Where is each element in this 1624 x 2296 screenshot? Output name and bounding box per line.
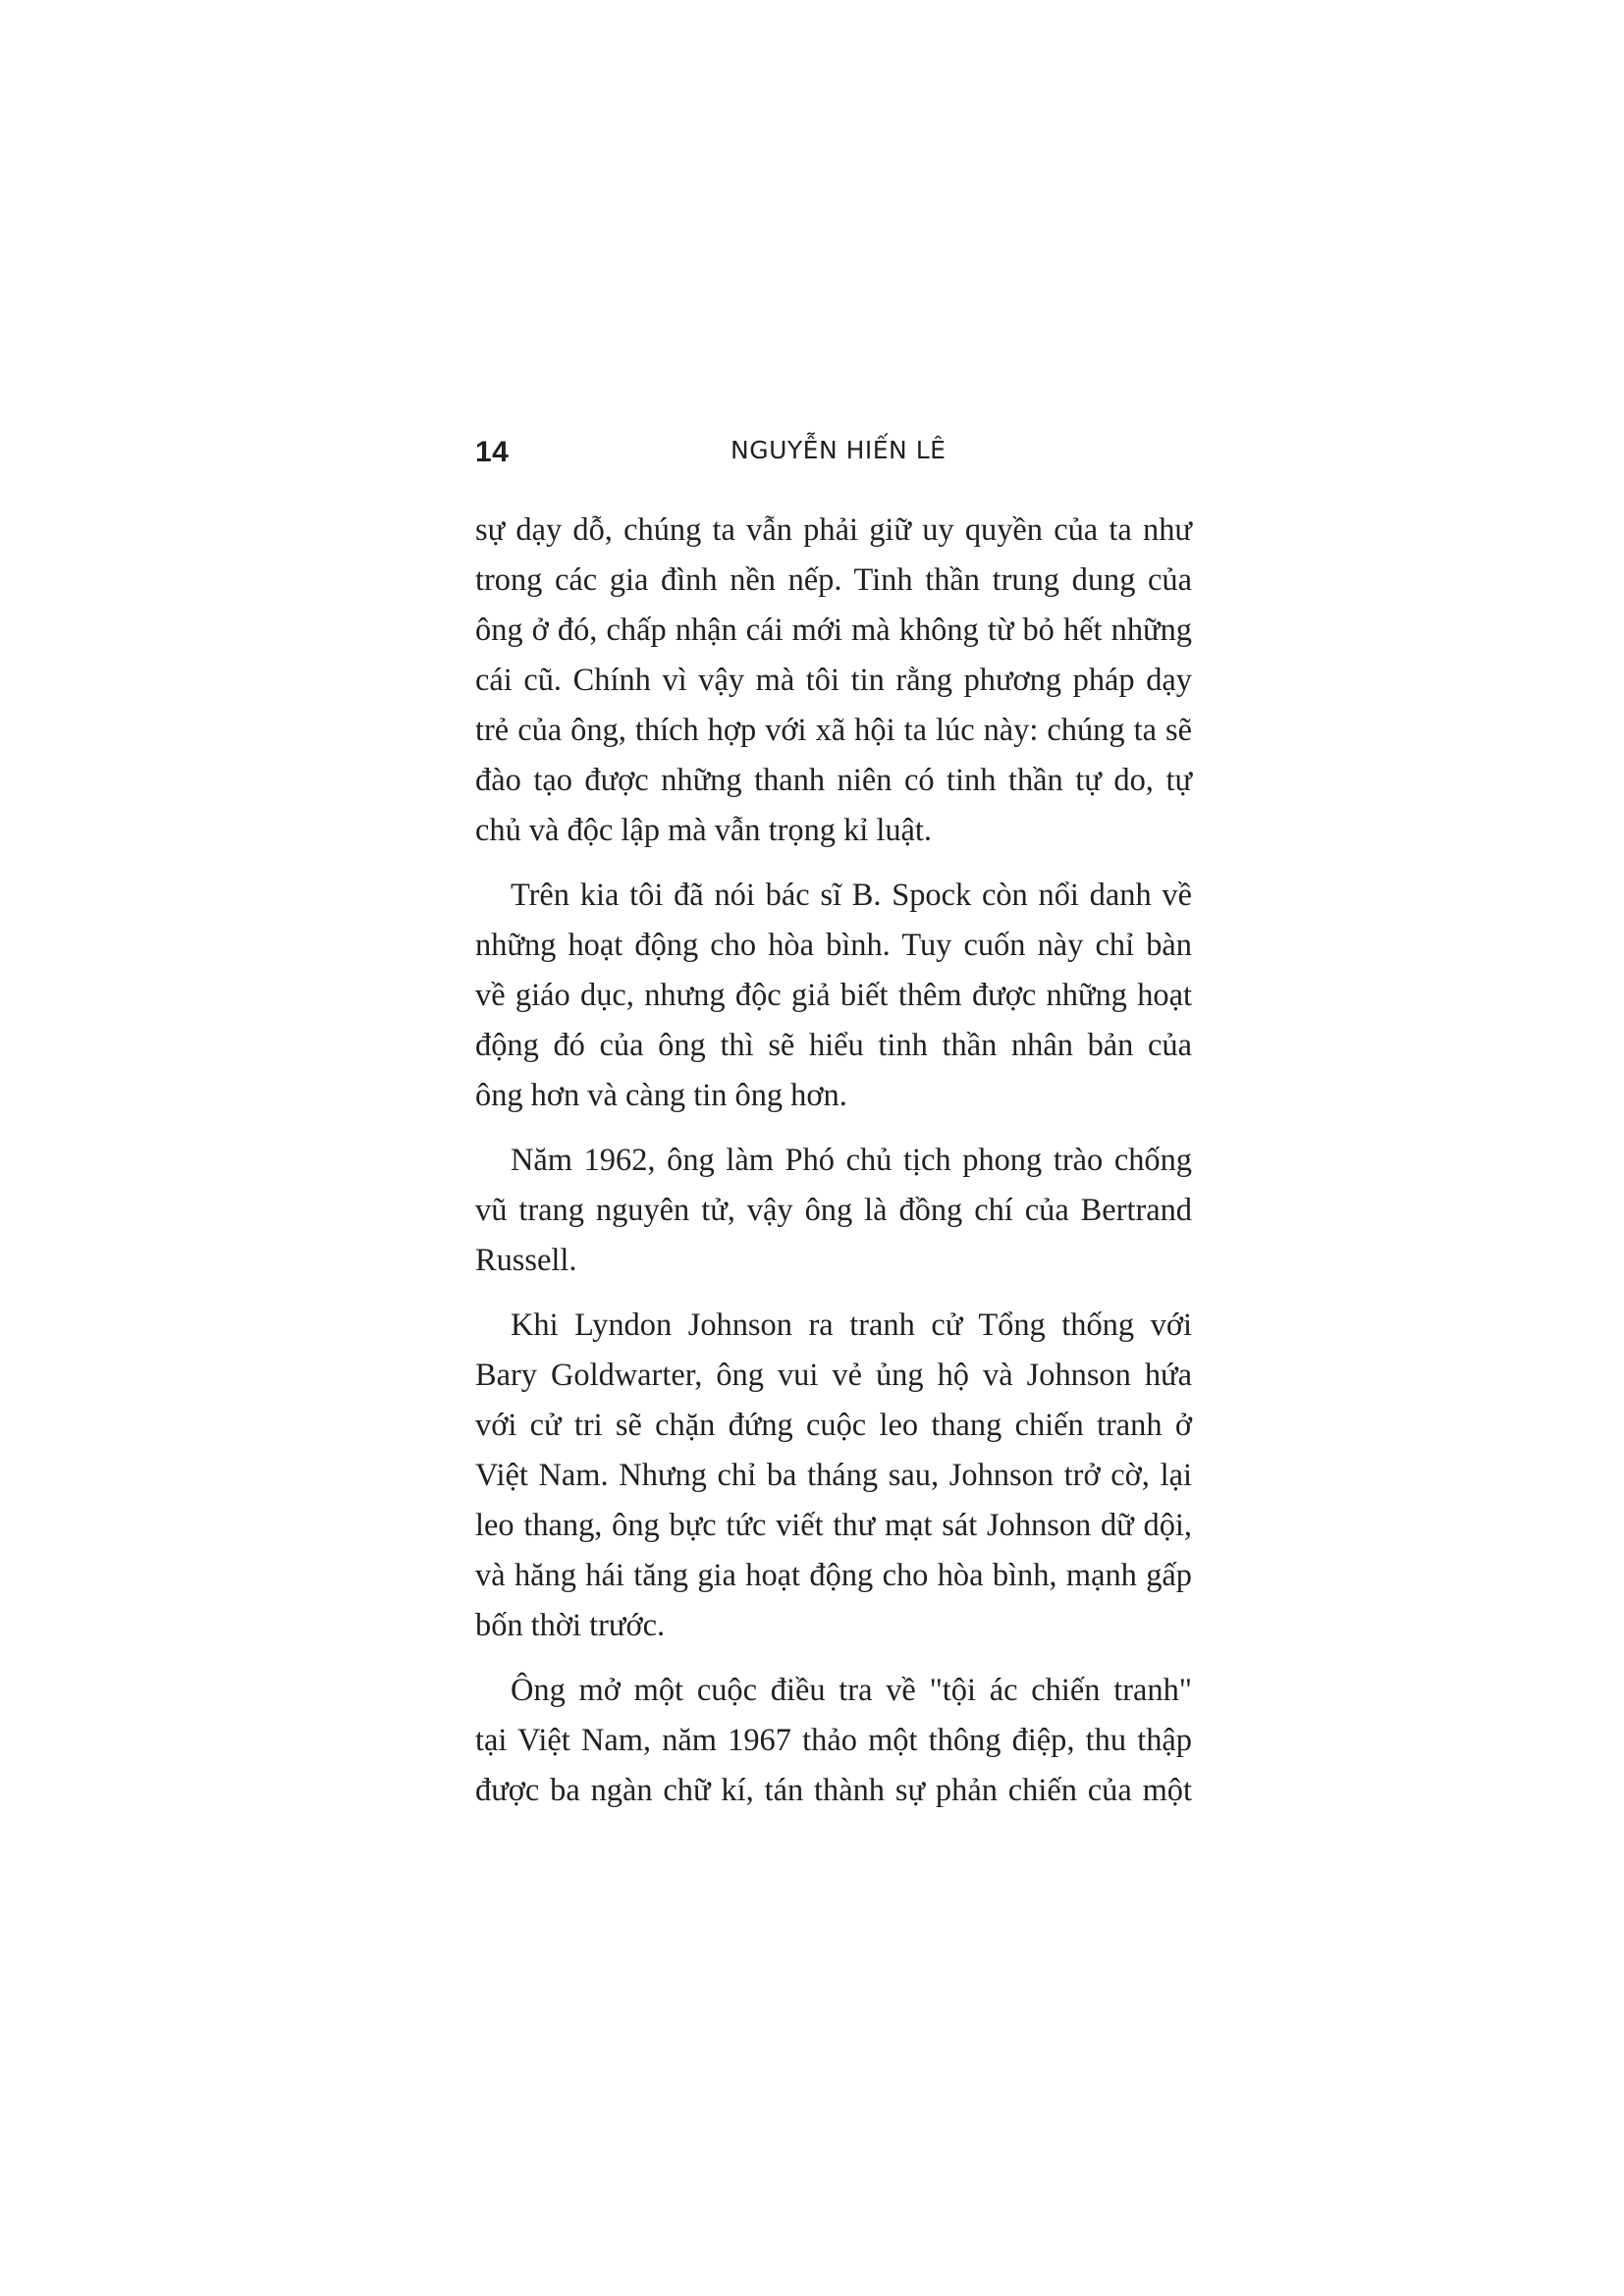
text-line: sự dạy dỗ, chúng ta vẫn phải giữ uy quyền của ta như bbox=[475, 512, 1192, 548]
text-line: những hoạt động cho hòa bình. Tuy cuốn này chỉ bàn bbox=[475, 928, 1192, 963]
text-line: bốn thời trước. bbox=[475, 1608, 666, 1643]
text-line: Ông mở một cuộc điều tra về "tội ác chiến tranh" bbox=[511, 1673, 1192, 1708]
text-line: đào tạo được những thanh niên có tinh thần tự do, tự bbox=[475, 763, 1192, 798]
text-line: vũ trang nguyên tử, vậy ông là đồng chí của Bertrand bbox=[475, 1193, 1192, 1228]
text-line: với cử tri sẽ chặn đứng cuộc leo thang chiến tranh ở bbox=[475, 1408, 1192, 1443]
text-line: ông hơn và càng tin ông hơn. bbox=[475, 1078, 847, 1113]
paragraph-2 bbox=[475, 871, 1192, 1121]
text-line: Trên kia tôi đã nói bác sĩ B. Spock còn nổi danh về bbox=[511, 878, 1192, 913]
text-line: ông ở đó, chấp nhận cái mới mà không từ bỏ hết những bbox=[475, 613, 1192, 648]
text-line: động đó của ông thì sẽ hiểu tinh thần nhân bản của bbox=[475, 1028, 1192, 1063]
page-number: 14 bbox=[475, 436, 510, 468]
paragraph-1 bbox=[475, 506, 1192, 856]
text-line: tại Việt Nam, năm 1967 thảo một thông điệp, thu thập bbox=[475, 1723, 1192, 1758]
text-line: và hăng hái tăng gia hoạt động cho hòa bình, mạnh gấp bbox=[475, 1558, 1192, 1593]
text-line: Việt Nam. Nhưng chỉ ba tháng sau, Johnson trở cờ, lại bbox=[475, 1458, 1192, 1493]
text-line: cái cũ. Chính vì vậy mà tôi tin rằng phương pháp dạy bbox=[475, 663, 1192, 698]
text-line: Bary Goldwarter, ông vui vẻ ủng hộ và Johnson hứa bbox=[475, 1358, 1192, 1393]
text-line: trong các gia đình nền nếp. Tinh thần trung dung của bbox=[475, 562, 1192, 598]
paragraph-4 bbox=[475, 1301, 1192, 1651]
text-line: chủ và độc lập mà vẫn trọng kỉ luật. bbox=[475, 813, 933, 848]
page-header bbox=[475, 430, 1192, 489]
text-line: Năm 1962, ông làm Phó chủ tịch phong trào chống bbox=[511, 1143, 1192, 1178]
text-line: được ba ngàn chữ kí, tán thành sự phản chiến của một bbox=[475, 1773, 1192, 1808]
text-line: leo thang, ông bực tức viết thư mạt sát Johnson dữ dội, bbox=[475, 1508, 1192, 1543]
running-head: NGUYỄN HIẾN LÊ bbox=[731, 436, 947, 464]
body-text bbox=[475, 506, 1192, 1831]
paragraph-5 bbox=[475, 1666, 1192, 1816]
text-line: trẻ của ông, thích hợp với xã hội ta lúc này: chúng ta sẽ bbox=[475, 713, 1192, 748]
text-line: Khi Lyndon Johnson ra tranh cử Tổng thống với bbox=[511, 1308, 1192, 1343]
paragraph-3 bbox=[475, 1136, 1192, 1286]
text-line: Russell. bbox=[475, 1243, 577, 1278]
text-line: về giáo dục, nhưng độc giả biết thêm được những hoạt bbox=[475, 978, 1192, 1013]
